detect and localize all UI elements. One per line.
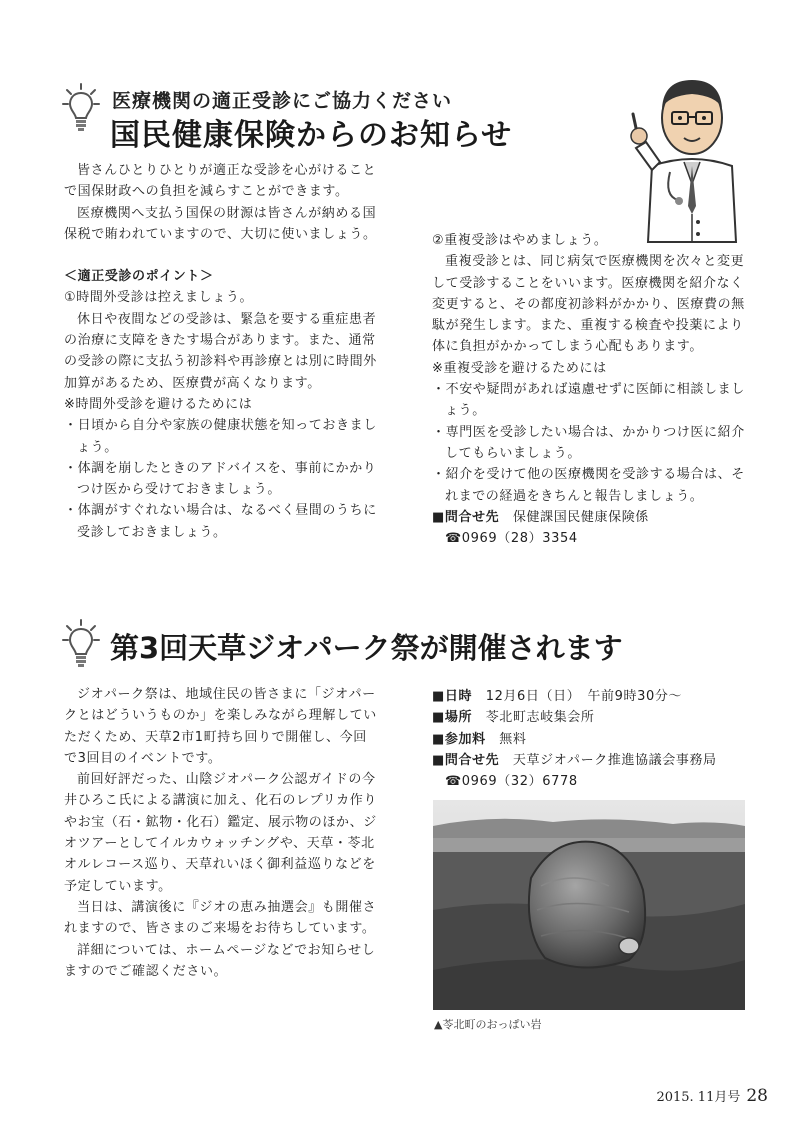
contact-label: ■問合せ先 [432,509,500,525]
section1-subtitle: 医療機関の適正受診にご協力ください [112,90,453,112]
paragraph: ジオパーク祭は、地域住民の皆さまに「ジオパークとはどういうものか」を楽しみながら理解していただくため、天草2市1町持ち回りで開催し、今回で3回目のイベントです。 [64,687,377,766]
section1-title: 国民健康保険からのお知らせ [110,118,513,153]
lightbulb-icon [58,618,104,678]
paragraph: ・不安や疑問があれば遠慮せずに医師に相談しましょう。 [432,382,745,419]
paragraph: ＜適正受診のポイント＞ [64,269,214,285]
rock-photo [433,800,745,1010]
page-number: 28 [746,1086,768,1106]
info-value: 無料 [499,731,527,747]
paragraph: ①時間外受診は控えましょう。 [64,290,254,306]
paragraph: ・体調がすぐれない場合は、なるべく昼間のうちに受診しておきましょう。 [64,503,377,540]
section2-title: 第3回天草ジオパーク祭が開催されます [110,631,623,665]
info-row [432,729,752,750]
info-label: ■場所 [432,710,473,726]
paragraph: ・専門医を受診したい場合は、かかりつけ医に紹介してもらいましょう。 [432,424,745,461]
lightbulb-icon [58,82,104,142]
info-row [432,686,752,707]
section2-left-column [64,684,380,982]
section1-right-column [432,230,748,549]
info-value: 苓北町志岐集会所 [485,710,595,726]
doctor-illustration [622,66,762,244]
page-footer [656,1086,768,1106]
info-label: ■問合せ先 [432,752,500,768]
paragraph: ※時間外受診を避けるためには [64,396,253,412]
contact-name: 保健課国民健康保険係 [512,509,649,525]
info-value: 12月6日（日） 午前9時30分～ [485,689,683,704]
paragraph: 重複受診とは、同じ病気で医療機関を次々と変更して受診することをいいます。医療機関を紹介なく変更すると、その都度初診料がかかり、医療費の無駄が発生します。また、重複する検査や投薬により体に負担がかかってしまう心配もあります。 [432,254,745,355]
event-info [432,686,752,792]
info-value: 天草ジオパーク推進協議会事務局 [512,752,717,768]
info-label: ■参加料 [432,731,486,747]
paragraph: ・体調を崩したときのアドバイスを、事前にかかりつけ医から受けておきましょう。 [64,460,377,498]
paragraph: 皆さんひとりひとりが適正な受診を心がけることで国保財政への負担を減らすことができます。 [64,163,377,200]
info-row [432,750,752,771]
event-contact-tel: ☎0969（32）6778 [445,774,578,790]
paragraph: ※重複受診を避けるためには [432,360,607,376]
info-row [432,707,752,728]
paragraph: 医療機関へ支払う国保の財源は皆さんが納める国保税で賄われていますので、大切に使いましょう。 [64,205,377,242]
paragraph: 休日や夜間などの受診は、緊急を要する重症患者の治療に支障をきたす場合があります。また、通常の受診の際に支払う初診料や再診療とは別に時間外加算があるため、医療費が高くなります。 [64,311,377,391]
paragraph: 当日は、講演後に『ジオの恵み抽選会』も開催されますので、皆さまのご来場をお待ちしています。 [64,899,377,937]
paragraph: 詳細については、ホームページなどでお知らせしますのでご確認ください。 [64,942,376,979]
paragraph: 前回好評だった、山陰ジオパーク公認ガイドの今井ひろこ氏による講演に加え、化石のレプリカ作りやお宝（石・鉱物・化石）鑑定、展示物のほか、ジオツアーとしてイルカウォッチングや、天草・苓北オルレコース巡り、天草れいほく御利益巡りなどを予定しています。 [64,772,377,894]
paragraph [64,245,380,266]
paragraph: ・紹介を受けて他の医療機関を受診する場合は、それまでの経過をきちんと報告しましょう。 [432,467,745,504]
paragraph: ②重複受診はやめましょう。 [432,233,608,248]
paragraph: ・日頃から自分や家族の健康状態を知っておきましょう。 [64,418,377,455]
info-label: ■日時 [432,689,473,704]
contact-tel: ☎0969（28）3354 [445,531,578,547]
photo-caption: ▲苓北町のおっぱい岩 [434,1018,542,1031]
issue-label: 2015. 11月号 [656,1090,741,1105]
section1-left-column [64,160,380,543]
